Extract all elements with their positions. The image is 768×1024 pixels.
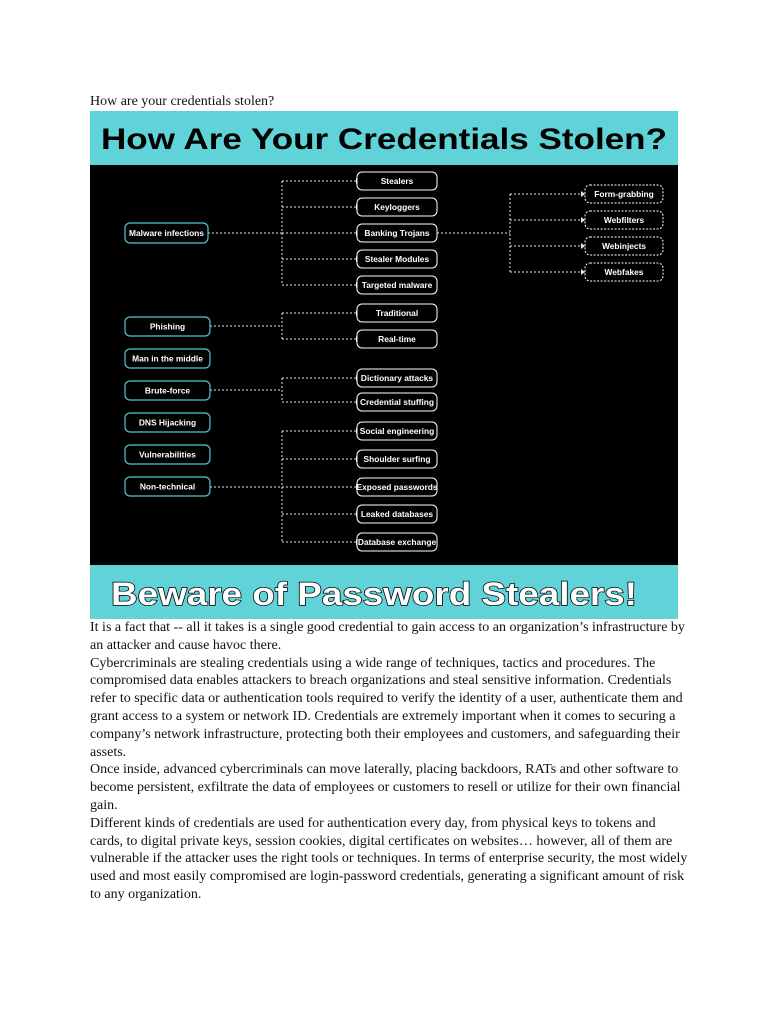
category-malware-infections bbox=[125, 223, 208, 243]
category-dns-hijacking bbox=[125, 413, 210, 432]
node-exposed-passwords bbox=[357, 478, 438, 496]
node-webfakes-label: Webfakes bbox=[604, 267, 644, 277]
category-non-technical-label: Non-technical bbox=[139, 481, 196, 492]
footer-banner-title: Beware of Password Stealers! bbox=[111, 576, 637, 612]
paragraph: Once inside, advanced cybercriminals can move laterally, placing backdoors, RATs and other software to become persistent, exfiltrate the data of employees or customers to resell or utilize for their own financial gain. bbox=[90, 762, 681, 813]
paragraph: Different kinds of credentials are used for authentication every day, from physical keys to tokens and cards, to digital private keys, session cookies, digital certificates on websites… however, all of them are vulnerable if the attacker uses the right tools or techniques. In terms of enterprise security, the most widely used and most easily compromised are login-password credentials, generating a significant amount of risk to any organization. bbox=[90, 815, 688, 902]
node-leaked-databases bbox=[357, 505, 437, 523]
node-leaked-databases-label: Leaked databases bbox=[360, 509, 434, 519]
node-banking-trojans bbox=[357, 224, 437, 242]
category-malware-infections-label: Malware infections bbox=[129, 228, 204, 238]
node-traditional-label: Traditional bbox=[375, 308, 419, 318]
node-stealer-modules-label: Stealer Modules bbox=[364, 254, 430, 264]
category-brute-force bbox=[125, 381, 210, 400]
node-banking-trojans-label: Banking Trojans bbox=[364, 228, 430, 238]
node-shoulder-surfing-label: Shoulder surfing bbox=[363, 454, 431, 464]
category-dns-hijacking-label: DNS Hijacking bbox=[138, 417, 197, 428]
category-brute-force-label: Brute-force bbox=[144, 385, 191, 396]
category-vulnerabilities-label: Vulnerabilities bbox=[139, 449, 196, 460]
node-traditional bbox=[357, 304, 437, 322]
node-webfakes bbox=[585, 263, 663, 281]
node-stealers bbox=[357, 172, 437, 190]
node-credential-stuffing-label: Credential stuffing bbox=[360, 397, 434, 407]
node-social-engineering-label: Social engineering bbox=[359, 426, 435, 436]
node-stealers-label: Stealers bbox=[380, 176, 414, 186]
node-stealer-modules bbox=[357, 250, 437, 268]
node-webinjects bbox=[585, 237, 663, 255]
node-keyloggers bbox=[357, 198, 437, 216]
paragraph: Cybercriminals are stealing credentials using a wide range of techniques, tactics and procedures. The compromised data enables attackers to breach organizations and steal sensitive information. Credentials refer to specific data or authentication tools required to verify the identity of a user, authenticate them and grant access to a system or network ID. Credentials are extremely important when it comes to securing a company’s network infrastructure, protecting both their employees and customers, and safeguarding their assets. bbox=[90, 655, 683, 760]
node-database-exchange-label: Database exchange bbox=[357, 537, 437, 547]
node-targeted-malware bbox=[357, 276, 437, 294]
node-exposed-passwords-label: Exposed passwords bbox=[356, 482, 438, 492]
category-man-in-the-middle bbox=[125, 349, 210, 368]
node-dictionary-attacks bbox=[357, 369, 437, 387]
node-real-time-label: Real-time bbox=[378, 334, 416, 344]
node-keyloggers-label: Keyloggers bbox=[374, 202, 420, 212]
category-man-in-the-middle-label: Man in the middle bbox=[132, 353, 203, 364]
article-body bbox=[90, 619, 688, 904]
node-shoulder-surfing bbox=[357, 450, 437, 468]
malware-type-nodes bbox=[357, 172, 437, 294]
node-webinjects-label: Webinjects bbox=[601, 241, 647, 251]
node-social-engineering bbox=[357, 422, 437, 440]
credential-theft-infographic bbox=[90, 111, 678, 619]
node-targeted-malware-label: Targeted malware bbox=[361, 280, 433, 290]
node-real-time bbox=[357, 330, 437, 348]
category-vulnerabilities bbox=[125, 445, 210, 464]
node-form-grabbing bbox=[585, 185, 663, 203]
node-database-exchange bbox=[357, 533, 437, 551]
header-banner-title: How Are Your Credentials Stolen? bbox=[101, 123, 667, 156]
node-credential-stuffing bbox=[357, 393, 437, 411]
node-webfilters bbox=[585, 211, 663, 229]
category-phishing-label: Phishing bbox=[149, 321, 186, 332]
paragraph: It is a fact that -- all it takes is a single good credential to gain access to an organization’s infrastructure by an attacker and cause havoc there. bbox=[90, 620, 685, 653]
document-title: How are your credentials stolen? bbox=[90, 94, 275, 109]
category-phishing bbox=[125, 317, 210, 336]
node-dictionary-attacks-label: Dictionary attacks bbox=[360, 373, 434, 383]
category-non-technical bbox=[125, 477, 210, 496]
node-form-grabbing-label: Form-grabbing bbox=[594, 189, 654, 199]
node-webfilters-label: Webfilters bbox=[603, 215, 645, 225]
